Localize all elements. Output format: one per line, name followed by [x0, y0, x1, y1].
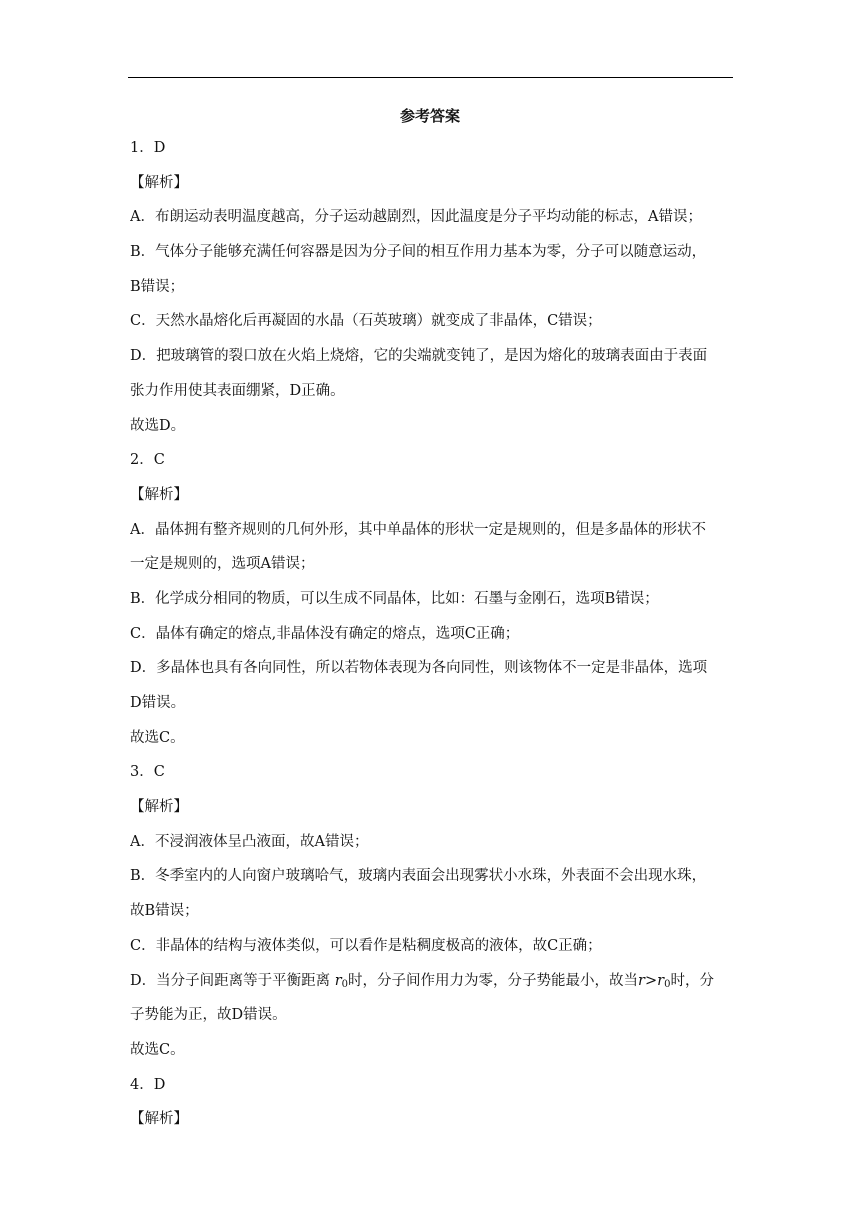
q3-d-r3-symbol: r	[657, 972, 665, 989]
q3-d-gt: >	[644, 972, 658, 989]
q2-option-d-line2: D错误。	[130, 695, 186, 711]
q3-d-r-symbol: r	[334, 972, 342, 989]
q4-analysis-label: 【解析】	[130, 1111, 188, 1128]
q2-option-a-line2: 一定是规则的，选项A错误；	[130, 556, 315, 573]
q3-option-b-line1: B．冬季室内的人向窗户玻璃哈气，玻璃内表面会出现雾状小水珠，外表面不会出现水珠，	[130, 868, 707, 885]
q1-conclusion: 故选D。	[130, 417, 186, 434]
q2-analysis-label: 【解析】	[130, 486, 188, 503]
q3-d-mid: 时，分子间作用力为零，分子势能最小，故当	[348, 972, 639, 989]
q1-option-d-line1: D．把玻璃管的裂口放在火焰上烧熔，它的尖端就变钝了，是因为熔化的玻璃表面由于表面	[130, 348, 708, 365]
q3-d-r3-subscript: 0	[664, 978, 671, 990]
q1-analysis-label: 【解析】	[130, 174, 188, 191]
q2-conclusion: 故选C。	[130, 729, 185, 746]
q4-answer: 4．D	[130, 1076, 166, 1093]
q3-d-pre: D．当分子间距离等于平衡距离	[130, 972, 335, 989]
q2-option-a-line1: A．晶体拥有整齐规则的几何外形，其中单晶体的形状一定是规则的，但是多晶体的形状不	[130, 521, 706, 538]
q1-answer: 1．D	[130, 140, 166, 156]
q1-option-a: A．布朗运动表明温度越高，分子运动越剧烈，因此温度是分子平均动能的标志，A错误；	[130, 209, 702, 226]
q3-d-r2-symbol: r	[638, 972, 645, 989]
q3-analysis-label: 【解析】	[130, 799, 188, 816]
q2-option-c: C．晶体有确定的熔点,非晶体没有确定的熔点，选项C正确；	[130, 625, 520, 642]
page-title: 参考答案	[399, 107, 460, 125]
q3-option-c: C．非晶体的结构与液体类似，可以看作是粘稠度极高的液体，故C正确；	[130, 937, 602, 954]
q1-option-b-line1: B．气体分子能够充满任何容器是因为分子间的相互作用力基本为零，分子可以随意运动，	[130, 244, 707, 261]
q3-d-r-subscript: 0	[341, 978, 349, 990]
q3-option-b-line2: 故B错误；	[130, 903, 199, 920]
q1-option-d-line2: 张力作用使其表面绷紧，D正确。	[130, 382, 345, 399]
answer-content	[130, 131, 734, 1137]
q3-answer: 3．C	[130, 764, 165, 781]
q1-option-c: C．天然水晶熔化后再凝固的水晶（石英玻璃）就变成了非晶体，C错误；	[130, 313, 602, 330]
q3-option-a: A．不浸润液体呈凸液面，故A错误；	[130, 833, 369, 850]
q3-d-post: 时，分	[670, 972, 714, 989]
q3-conclusion: 故选C。	[130, 1041, 185, 1058]
q1-option-b-line2: B错误；	[130, 278, 185, 295]
q2-option-d-line1: D．多晶体也具有各向同性，所以若物体表现为各向同性，则该物体不一定是非晶体，选项	[130, 660, 708, 677]
q3-option-d-line1	[130, 964, 734, 999]
q2-answer: 2．C	[130, 452, 165, 469]
q2-option-b: B．化学成分相同的物质，可以生成不同晶体，比如：石墨与金刚石，选项B错误；	[130, 590, 659, 607]
header-rule	[128, 77, 733, 78]
q3-option-d-line2: 子势能为正，故D错误。	[130, 1007, 287, 1024]
